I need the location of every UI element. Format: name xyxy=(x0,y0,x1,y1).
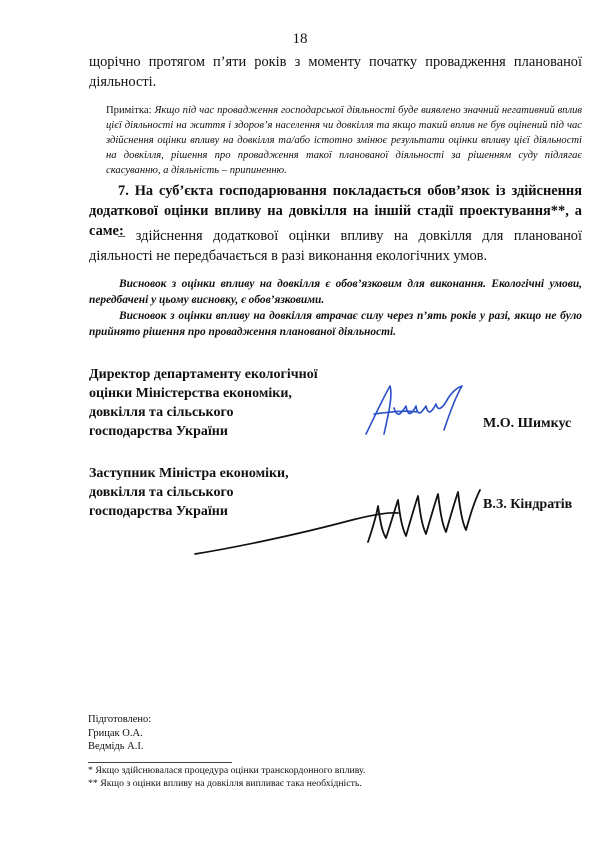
prepared-label: Підготовлено: xyxy=(88,714,152,725)
section-7-item: – здійснення додаткової оцінки впливу на довкілля для планованої діяльності не передбачається в разі виконання екологічних умов. xyxy=(89,228,582,264)
signature-2-image xyxy=(192,480,490,560)
signatory-1-title-line: довкілля та сільського xyxy=(89,405,234,420)
intro-paragraph: щорічно протягом п’яти років з моменту початку провадження планованої діяльності. xyxy=(89,54,582,90)
signatory-1-name: М.О. Шимкус xyxy=(483,416,572,431)
signatory-2-title-line: довкілля та сільського xyxy=(89,485,234,500)
signature-1-image xyxy=(360,378,470,440)
signatory-1-title-line: Директор департаменту екологічної xyxy=(89,367,318,382)
signatory-1-title-line: оцінки Міністерства економіки, xyxy=(89,386,292,401)
footnote-1: * Якщо здійснювалася процедура оцінки транскордонного впливу. xyxy=(88,765,366,776)
conclusion-paragraph-2: Висновок з оцінки впливу на довкілля втрачає силу через п’ять років у разі, якщо не було прийнято рішення про провадження планованої діяльності. xyxy=(89,310,582,338)
conclusion-paragraph-1: Висновок з оцінки впливу на довкілля є обов’язковим для виконання. Екологічні умови, передбачені у цьому висновку, є обов’язковими. xyxy=(89,278,582,306)
signatory-2-name: В.З. Кіндратів xyxy=(483,497,573,512)
note-paragraph xyxy=(106,103,582,178)
section-7-heading: 7. На суб’єкта господарювання покладається обов’язок із здійснення додаткової оцінки впливу на довкілля на іншій стадії проектування**, а саме: xyxy=(89,183,582,239)
signatory-1-title-line: господарства України xyxy=(89,424,228,439)
prepared-by-block xyxy=(88,713,151,754)
signatory-2-title-line: господарства України xyxy=(89,504,228,519)
page-number: 18 xyxy=(292,31,308,47)
prepared-name: Грицак О.А. xyxy=(88,727,143,739)
signatory-2-title-line: Заступник Міністра економіки, xyxy=(89,466,289,481)
note-text: Якщо під час провадження господарської діяльності буде виявлено значний негативний вплив цієї діяльності на життя і здоров’я населення чи довкілля та якщо такий вплив не був оцінений під час здійснення оцінки впливу на довкілля та/або істотно змінює результати оцінки впливу цієї діяльності на довкілля, рішення про провадження такої планованої діяльності за рішенням суду підлягає скасуванню, а діяльність – припиненню. xyxy=(106,105,582,176)
prepared-name: Ведмідь А.І. xyxy=(88,741,144,752)
note-label: Примітка: xyxy=(106,105,152,116)
footnote-2: ** Якщо з оцінки впливу на довкілля випливає така необхідність. xyxy=(88,778,362,789)
signatory-1-title xyxy=(89,365,318,441)
footnote-divider xyxy=(88,762,232,763)
